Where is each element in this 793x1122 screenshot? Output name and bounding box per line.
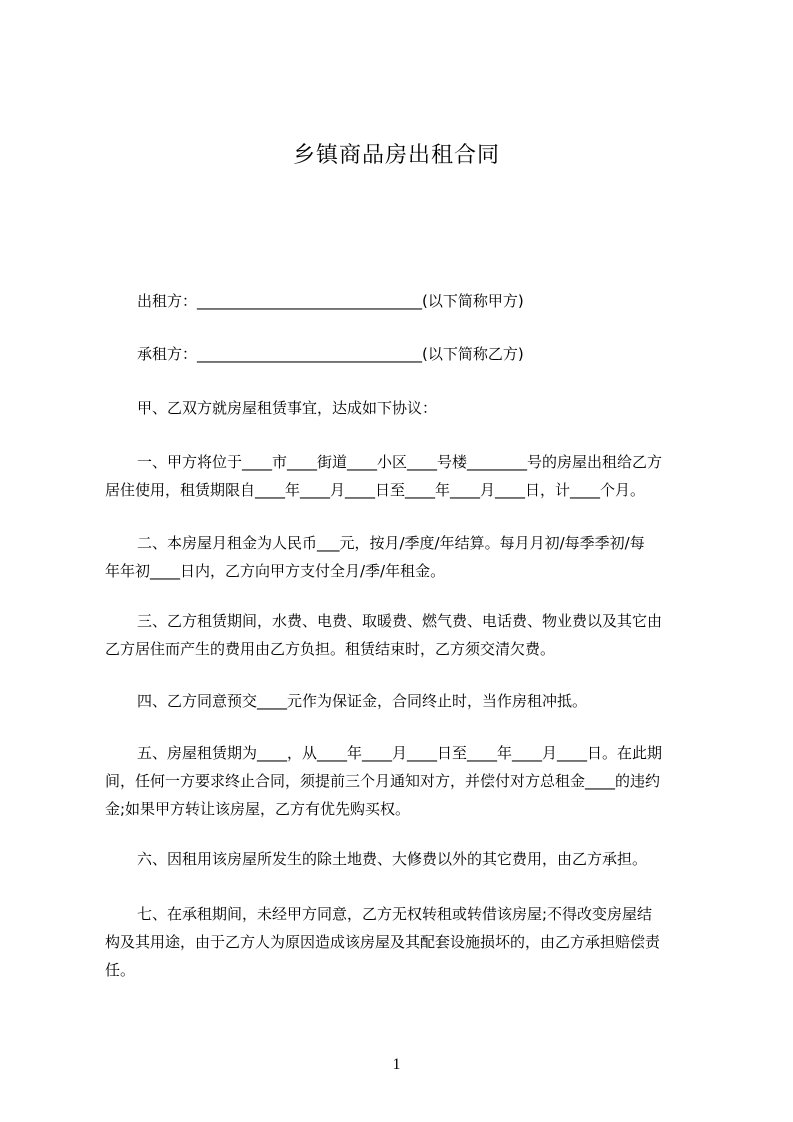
clause-3-line-1: 三、乙方租赁期间，水费、电费、取暖费、燃气费、电话费、物业费以及其它由 [137, 612, 663, 630]
clause-2-line-2: 年年初____日内，乙方向甲方支付全月/季/年租金。 [105, 562, 446, 580]
clause-5-line-2: 间，任何一方要求终止合同，须提前三个月通知对方，并偿付对方总租金____的违约 [105, 772, 661, 790]
clause-7-line-3: 任。 [105, 961, 136, 979]
lessee-line: 承租方：______________________________(以下简称乙方) [137, 345, 524, 363]
clause-7-line-2: 构及其用途，由于乙方人为原因造成该房屋及其配套设施损坏的，由乙方承担赔偿责 [105, 933, 661, 951]
clause-1-line-2: 居住使用，租赁期限自____年____月____日至____年____月____日，计____个月。 [105, 481, 646, 499]
lessor-line: 出租方：______________________________(以下简称甲方) [137, 292, 524, 310]
clause-7-line-1: 七、在承租期间，未经甲方同意，乙方无权转租或转借该房屋;不得改变房屋结 [137, 905, 653, 923]
contract-title: 乡镇商品房出租合同 [292, 143, 500, 168]
clause-3-line-2: 乙方居住而产生的费用由乙方负担。租赁结束时，乙方须交清欠费。 [105, 640, 556, 658]
clause-5-line-1: 五、房屋租赁期为____，从____年____月____日至____年____月____日。在此期 [137, 744, 663, 762]
clause-2-line-1: 二、本房屋月租金为人民币___元，按月/季度/年结算。每月月初/每季季初/每 [137, 534, 645, 552]
intro-line: 甲、乙双方就房屋租赁事宜，达成如下协议： [137, 399, 438, 417]
clause-1-line-1: 一、甲方将位于____市____街道____小区____号楼________号的房屋出租给乙方 [137, 453, 663, 471]
clause-6-line-1: 六、因租用该房屋所发生的除土地费、大修费以外的其它费用，由乙方承担。 [137, 850, 648, 868]
page-number: 1 [392, 1056, 401, 1073]
clause-5-line-3: 金;如果甲方转让该房屋，乙方有优先购买权。 [105, 800, 411, 818]
clause-4-line-1: 四、乙方同意预交____元作为保证金，合同终止时，当作房租冲抵。 [137, 692, 588, 710]
